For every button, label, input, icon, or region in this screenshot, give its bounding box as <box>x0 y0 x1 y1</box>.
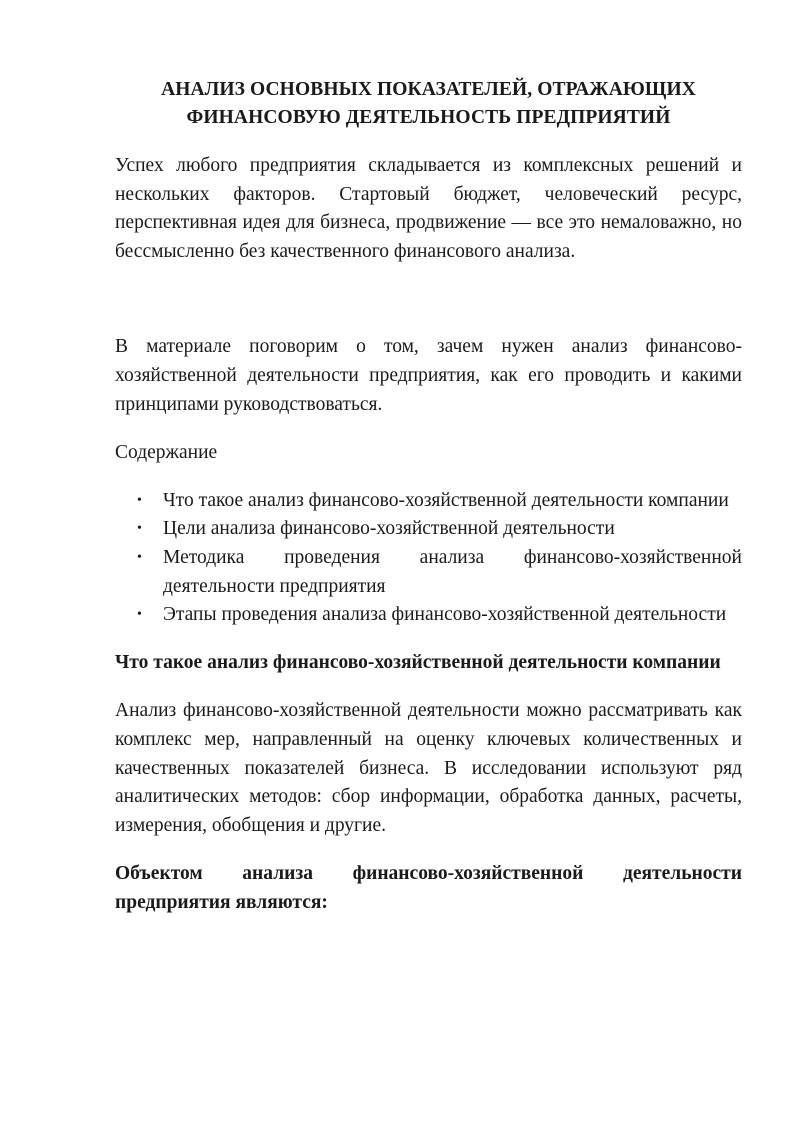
toc-heading: Содержание <box>115 442 218 464</box>
bullet-icon: • <box>137 492 142 508</box>
bullet-icon: • <box>137 549 142 565</box>
bullet-icon: • <box>137 607 142 623</box>
second-paragraph: В материале поговорим о том, зачем нужен анализ финансово-хозяйственной деятельности предприятия, как его проводить и какими принципами руководствоваться. <box>115 336 742 415</box>
bullet-icon: • <box>137 521 142 537</box>
section-paragraph: Анализ финансово-хозяйственной деятельности можно рассматривать как комплекс мер, направленный на оценку ключевых количественных и качественных показателей бизнеса. В исследовании используют ряд аналитических методов: сбор информации, обработка данных, расчеты, измерения, обобщения и другие. <box>115 700 742 836</box>
document-title: АНАЛИЗ ОСНОВНЫХ ПОКАЗАТЕЛЕЙ, ОТРАЖАЮЩИХ ФИНАНСОВУЮ ДЕЯТЕЛЬНОСТЬ ПРЕДПРИЯТИЙ <box>161 79 696 128</box>
section-heading: Что такое анализ финансово-хозяйственной деятельности компании <box>115 651 721 673</box>
document-page <box>115 0 742 917</box>
toc-item[interactable] <box>115 601 742 630</box>
toc-item-label: Цели анализа финансово-хозяйственной деятельности <box>163 518 615 540</box>
intro-paragraph: Успех любого предприятия складывается из комплексных решений и нескольких факторов. Стартовый бюджет, человеческий ресурс, перспективная идея для бизнеса, продвижение — все это немаловажно, но бессмысленно без качественного финансового анализа. <box>115 155 742 262</box>
table-of-contents <box>115 487 742 630</box>
toc-item[interactable] <box>115 487 742 516</box>
toc-item-label: Этапы проведения анализа финансово-хозяйственной деятельности <box>163 604 727 626</box>
toc-item[interactable] <box>115 544 742 601</box>
toc-item-label: Что такое анализ финансово-хозяйственной деятельности компании <box>163 489 729 511</box>
subsection-heading: Объектом анализа финансово-хозяйственной деятельности предприятия являются: <box>115 863 742 913</box>
toc-item-label: Методика проведения анализа финансово-хозяйственной деятельности предприятия <box>163 546 742 597</box>
toc-item[interactable] <box>115 515 742 544</box>
